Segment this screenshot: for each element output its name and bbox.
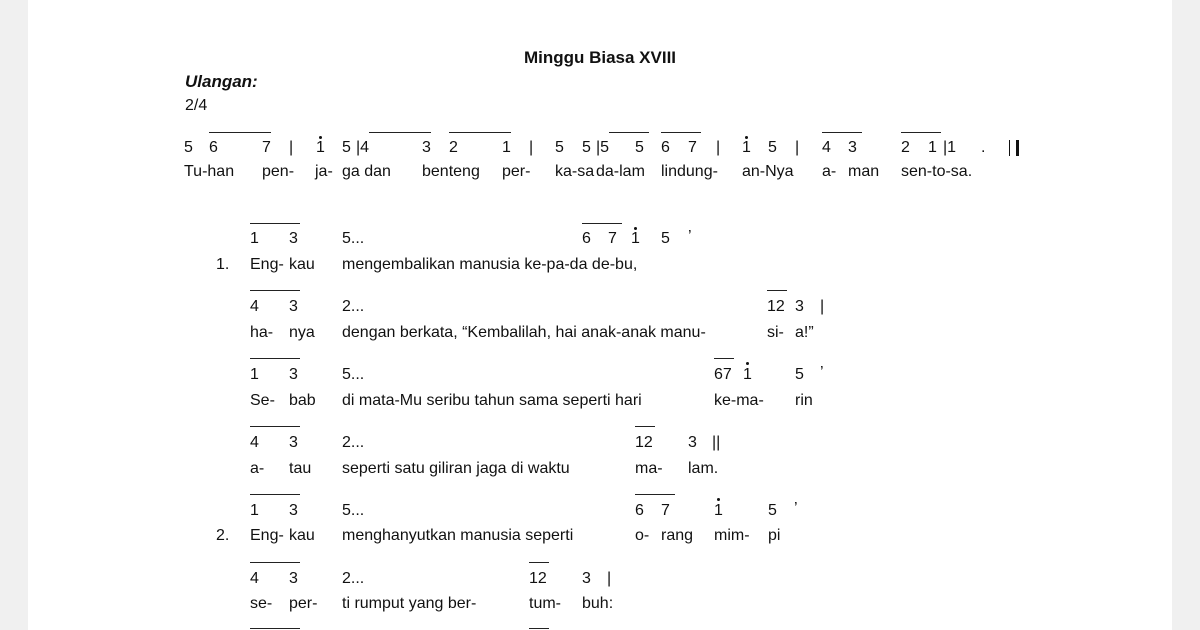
beam-line xyxy=(449,132,511,133)
note: 3 xyxy=(795,298,804,315)
octave-dot xyxy=(746,362,749,365)
note: 3 xyxy=(289,230,298,247)
lyric: o- xyxy=(635,527,650,544)
note: 5 xyxy=(635,139,644,156)
note: 2... xyxy=(342,434,365,451)
note: 3 xyxy=(422,139,431,156)
note: 12 xyxy=(767,298,785,315)
barline: | xyxy=(529,139,534,156)
note: 2... xyxy=(342,570,365,587)
octave-dot xyxy=(745,136,748,139)
beam-line xyxy=(635,426,655,427)
lyric: a!” xyxy=(795,324,814,341)
note: 3 xyxy=(289,366,298,383)
barline: | xyxy=(607,570,612,587)
note: |4 xyxy=(356,139,370,156)
beam-line xyxy=(250,494,300,495)
lyric: ka-sa xyxy=(555,163,595,180)
beam-line xyxy=(609,132,649,133)
note: 3 xyxy=(289,502,298,519)
lyric: mengembalikan manusia ke-pa-da de-bu, xyxy=(342,256,638,273)
note: 5... xyxy=(342,230,365,247)
note: 2... xyxy=(342,298,365,315)
lyric: a- xyxy=(822,163,837,180)
lyric: ha- xyxy=(250,324,274,341)
lyric: man xyxy=(848,163,880,180)
note: 6 xyxy=(635,502,644,519)
beam-line xyxy=(250,562,300,563)
lyric: nya xyxy=(289,324,315,341)
lyric: kau xyxy=(289,527,315,544)
lyric: per- xyxy=(502,163,531,180)
note: 67 xyxy=(714,366,732,383)
lyric: si- xyxy=(767,324,784,341)
lyric: a- xyxy=(250,460,265,477)
note: 1 xyxy=(316,139,325,156)
beam-line xyxy=(901,132,941,133)
note: |5 xyxy=(596,139,610,156)
note: 3 xyxy=(289,298,298,315)
verse-number: 2. xyxy=(216,527,230,544)
note: 5 xyxy=(795,366,804,383)
note: 5 xyxy=(555,139,564,156)
note: 6 xyxy=(661,139,670,156)
barline: | xyxy=(820,298,825,315)
note: 1 xyxy=(250,502,259,519)
breath-mark: ’ xyxy=(820,364,824,381)
page-title: Minggu Biasa XVIII xyxy=(523,48,677,67)
lyric: di mata-Mu seribu tahun sama seperti hari xyxy=(342,392,642,409)
lyric: sen-to-sa. xyxy=(901,163,973,180)
breath-mark: ’ xyxy=(688,228,692,245)
note: 1 xyxy=(631,230,640,247)
barline: | xyxy=(716,139,721,156)
final-barline xyxy=(1009,140,1019,156)
note: 12 xyxy=(529,570,547,587)
lyric: ga dan xyxy=(342,163,391,180)
lyric: lam. xyxy=(688,460,719,477)
note: 5 xyxy=(768,502,777,519)
lyric: tum- xyxy=(529,595,561,612)
beam-line xyxy=(250,426,300,427)
note: 2 xyxy=(449,139,458,156)
lyric: kau xyxy=(289,256,315,273)
note: 2 xyxy=(901,139,910,156)
beam-line xyxy=(714,358,734,359)
lyric: da-lam xyxy=(596,163,645,180)
right-margin xyxy=(1172,0,1200,630)
beam-line xyxy=(250,628,300,629)
lyric: pen- xyxy=(262,163,295,180)
note: 5 xyxy=(342,139,351,156)
lyric: seperti satu giliran jaga di waktu xyxy=(342,460,570,477)
lyric: benteng xyxy=(422,163,480,180)
note: 1 xyxy=(502,139,511,156)
lyric: rin xyxy=(795,392,813,409)
note: 5 xyxy=(582,139,591,156)
beam-line xyxy=(822,132,862,133)
note: 7 xyxy=(262,139,271,156)
lyric: rang xyxy=(661,527,694,544)
note: 1 xyxy=(250,366,259,383)
beam-line xyxy=(209,132,271,133)
lyric: pi xyxy=(768,527,781,544)
note: 5... xyxy=(342,366,365,383)
note: 5 xyxy=(661,230,670,247)
note: . xyxy=(981,139,986,156)
beam-line xyxy=(582,223,622,224)
lyric: tau xyxy=(289,460,312,477)
note: 3 xyxy=(848,139,857,156)
lyric: bab xyxy=(289,392,316,409)
beam-line xyxy=(635,494,675,495)
note: 6 xyxy=(582,230,591,247)
note: |1 xyxy=(943,139,957,156)
time-signature: 2/4 xyxy=(185,97,208,114)
note: 7 xyxy=(661,502,670,519)
left-margin xyxy=(0,0,28,630)
lyric: menghanyutkan manusia seperti xyxy=(342,527,574,544)
lyric: se- xyxy=(250,595,273,612)
lyric: lindung- xyxy=(661,163,718,180)
note: 7 xyxy=(688,139,697,156)
beam-line xyxy=(250,290,300,291)
note: 5 xyxy=(184,139,193,156)
note: 12 xyxy=(635,434,653,451)
note: 5 xyxy=(768,139,777,156)
note: 1 xyxy=(742,139,751,156)
verse-number: 1. xyxy=(216,256,230,273)
beam-line xyxy=(250,223,300,224)
note: 4 xyxy=(822,139,831,156)
breath-mark: ’ xyxy=(794,500,798,517)
note: 3 xyxy=(582,570,591,587)
beam-line xyxy=(661,132,701,133)
lyric: dengan berkata, “Kembalilah, hai anak-anak manu- xyxy=(342,324,706,341)
double-barline: || xyxy=(712,434,721,451)
beam-line xyxy=(767,290,787,291)
note: 4 xyxy=(250,570,259,587)
lyric: Tu-han xyxy=(184,163,235,180)
note: 6 xyxy=(209,139,218,156)
lyric: Eng- xyxy=(250,256,284,273)
note: 3 xyxy=(289,570,298,587)
lyric: ja- xyxy=(315,163,333,180)
lyric: Eng- xyxy=(250,527,284,544)
lyric: ma- xyxy=(635,460,663,477)
note: 3 xyxy=(289,434,298,451)
note: 1 xyxy=(250,230,259,247)
beam-line xyxy=(529,562,549,563)
lyric: ke-ma- xyxy=(714,392,764,409)
note: 4 xyxy=(250,434,259,451)
beam-line xyxy=(250,358,300,359)
lyric: an-Nya xyxy=(742,163,794,180)
note: 1 xyxy=(928,139,937,156)
barline: | xyxy=(795,139,800,156)
lyric: Se- xyxy=(250,392,275,409)
note: 3 xyxy=(688,434,697,451)
lyric: ti rumput yang ber- xyxy=(342,595,477,612)
lyric: per- xyxy=(289,595,318,612)
note: 1 xyxy=(714,502,723,519)
barline: | xyxy=(289,139,294,156)
octave-dot xyxy=(319,136,322,139)
beam-line xyxy=(529,628,549,629)
note: 1 xyxy=(743,366,752,383)
note: 4 xyxy=(250,298,259,315)
lyric: buh: xyxy=(582,595,614,612)
octave-dot xyxy=(717,498,720,501)
section-label: Ulangan: xyxy=(185,72,258,91)
beam-line xyxy=(369,132,431,133)
note: 7 xyxy=(608,230,617,247)
lyric: mim- xyxy=(714,527,750,544)
note: 5... xyxy=(342,502,365,519)
